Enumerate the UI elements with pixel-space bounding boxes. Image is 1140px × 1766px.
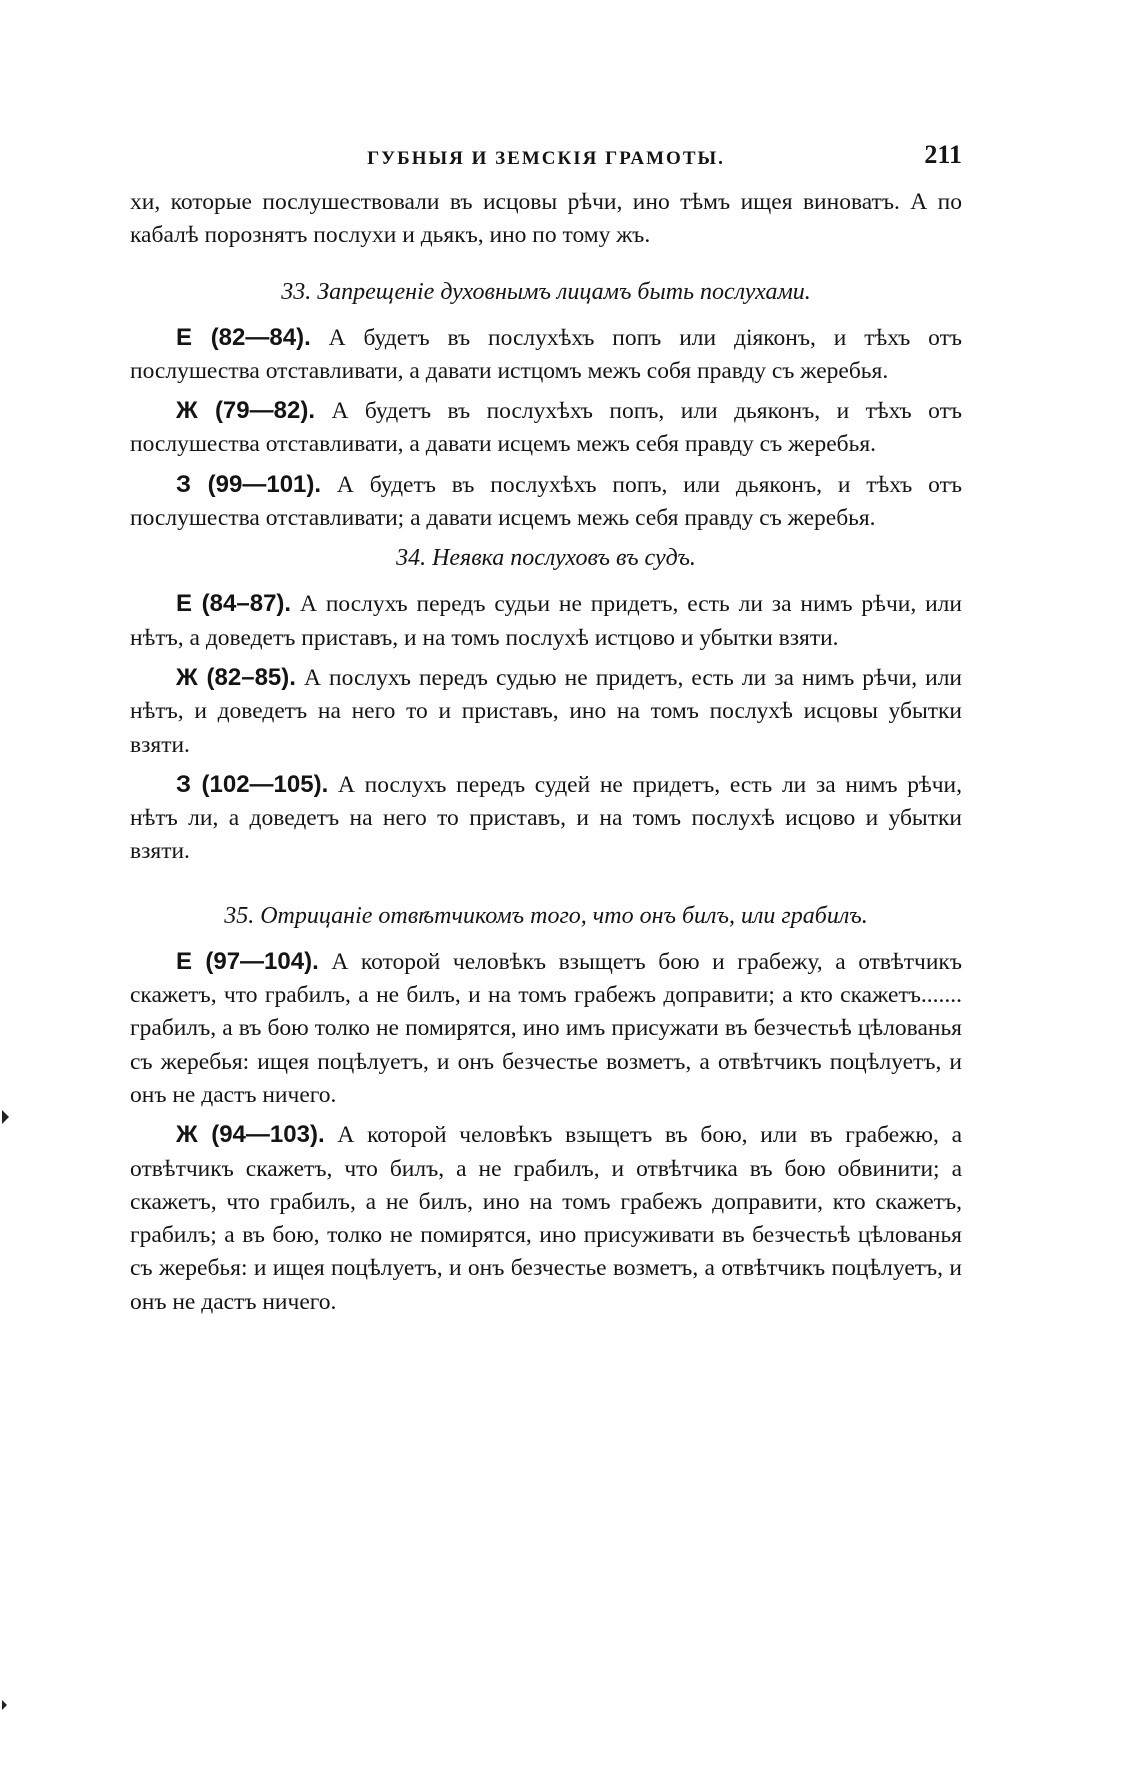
redaction-lead: Е (84–87).	[176, 590, 292, 618]
redaction-lead: З (102—105).	[176, 770, 329, 798]
redaction-lead: З (99—101).	[176, 470, 322, 498]
paragraph	[130, 1118, 962, 1319]
running-title: ГУБНЫЯ И ЗЕМСКІЯ ГРАМОТЫ.	[367, 148, 725, 169]
margin-mark	[2, 1110, 9, 1124]
margin-mark	[2, 1700, 7, 1710]
redaction-lead: Ж (94—103).	[176, 1121, 325, 1149]
redaction-lead: Е (97—104).	[176, 947, 319, 975]
paragraph	[130, 768, 962, 869]
paragraph	[130, 186, 962, 253]
paragraph	[130, 945, 962, 1112]
page-number: 211	[924, 140, 962, 169]
paragraph-text: хи, которые послушествовали въ исцовы рѣчи, ино тѣмъ ищея виноватъ. А по кабалѣ порознятъ послухи и дьякъ, ино по тому жъ.	[130, 189, 962, 249]
redaction-lead: Е (82—84).	[176, 323, 311, 351]
paragraph-text: А послухъ передъ судьи не придетъ, есть ли за нимъ рѣчи, или нѣтъ, а доведетъ приставъ, и на томъ послухѣ истцово и убытки взяти.	[130, 591, 962, 651]
section-heading: 35. Отрицаніе отвѣтчикомъ того, что онъ билъ, или грабилъ.	[224, 902, 868, 929]
document-page	[130, 140, 962, 1319]
redaction-lead: Ж (82–85).	[176, 663, 296, 691]
paragraph-text: А которой человѣкъ взыщетъ бою и грабежу, а отвѣтчикъ скажетъ, что грабилъ, а не билъ, и на томъ грабежъ доправити; а кто скажетъ....... грабилъ, а въ бою толко не помирятся, ино имъ присужати въ безчестьѣ цѣлованья съ жеребья: ищея поцѣлуетъ, и онъ безчестье возметъ, а отвѣтчикъ поцѣлуетъ, и онъ не дастъ ничего.	[130, 948, 962, 1108]
paragraph	[130, 661, 962, 762]
paragraph	[130, 468, 962, 536]
section-heading: 33. Запрещеніе духовнымъ лицамъ быть послухами.	[281, 278, 811, 305]
paragraph	[130, 587, 962, 655]
paragraph-text: А будетъ въ послухѣхъ попъ, или дьяконъ, и тѣхъ отъ послушества отставливати, а давати исцемъ межъ себя правду съ жеребья.	[130, 398, 962, 458]
paragraph-text: А будетъ въ послухѣхъ попъ или діяконъ, и тѣхъ отъ послушества отставливати, а давати истцомъ межъ собя правду съ жеребья.	[130, 324, 962, 384]
paragraph-text: А будетъ въ послухѣхъ попъ, или дьяконъ, и тѣхъ отъ послушества отставливати; а давати исцемъ межь себя правду съ жеребья.	[130, 471, 963, 532]
paragraph-text: А послухъ передъ судей не придетъ, есть ли за нимъ рѣчи, нѣтъ ли, а доведетъ на него то приставъ, и на томъ послухѣ исцово и убытки взяти.	[130, 771, 962, 865]
paragraph-text: А которой человѣкъ взыщетъ въ бою, или въ грабежю, а отвѣтчикъ скажетъ, что билъ, а не грабилъ, и отвѣтчика въ бою обвинити; а скажетъ, что грабилъ, а не билъ, ино на томъ грабежъ доправити, кто скажетъ, грабилъ; а въ бою, толко не помирятся, ино присуживати въ безчестьѣ цѣлованья съ жеребья: и ищея поцѣлуетъ, и онъ безчестье возметъ, а отвѣтчикъ поцѣлуетъ, и онъ не дастъ ничего.	[130, 1122, 963, 1315]
paragraph	[130, 394, 962, 462]
redaction-lead: Ж (79—82).	[176, 397, 315, 425]
running-head	[130, 140, 962, 180]
paragraph	[130, 321, 962, 389]
paragraph-text: А послухъ передъ судью не придетъ, есть ли за нимъ рѣчи, или нѣтъ, и доведетъ на него то и приставъ, ино на томъ послухѣ исцовы убытки взяти.	[130, 664, 963, 758]
section-heading: 34. Неявка послуховъ въ судъ.	[396, 545, 696, 572]
